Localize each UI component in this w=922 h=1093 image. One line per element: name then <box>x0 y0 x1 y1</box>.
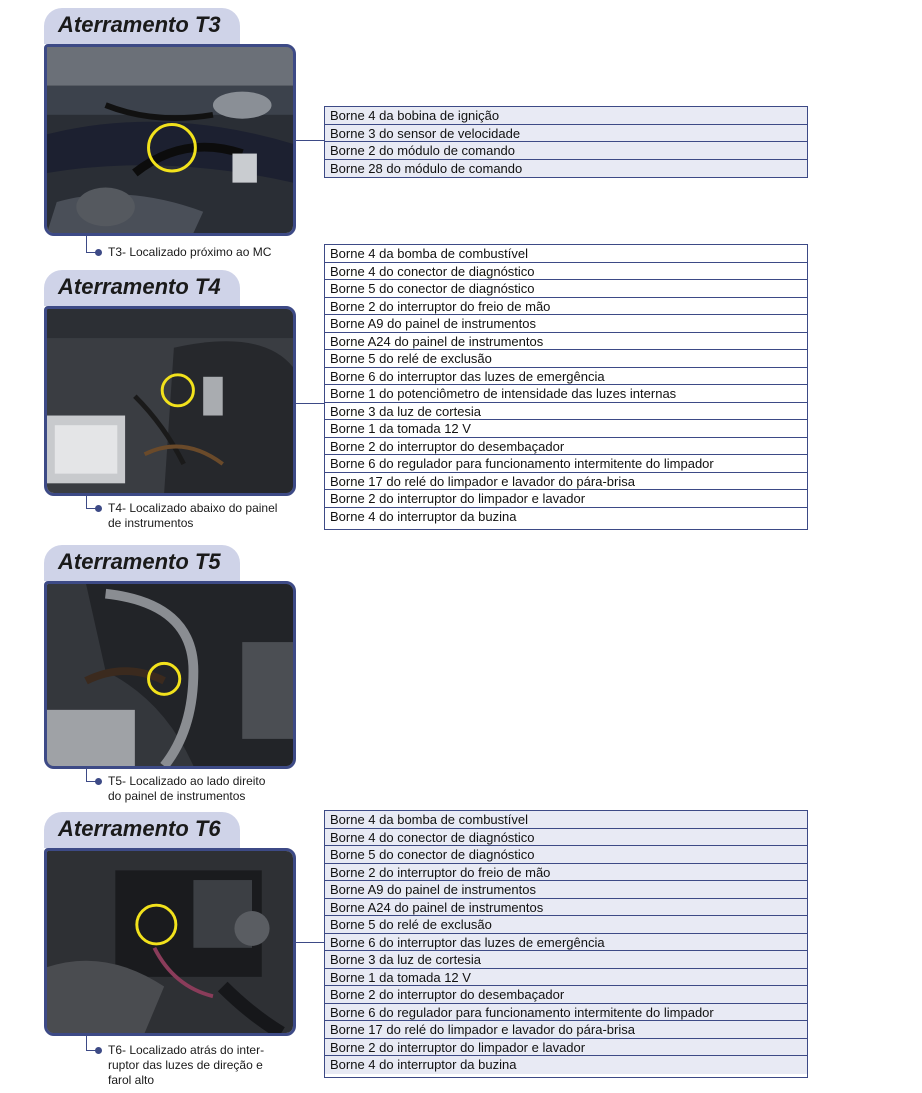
table-row: Borne 2 do interruptor do limpador e lavador <box>325 490 807 508</box>
table-row: Borne 5 do relé de exclusão <box>325 916 807 934</box>
photo-t3 <box>44 44 296 236</box>
caption-bullet-t5 <box>95 778 102 785</box>
connector-line-t4 <box>296 403 324 404</box>
caption-t4 <box>108 501 277 531</box>
table-row: Borne 17 do relé do limpador e lavador do pára-brisa <box>325 1021 807 1039</box>
table-row: Borne 4 do interruptor da buzina <box>325 1056 807 1074</box>
caption-t4-line1: T4- Localizado abaixo do painel <box>108 501 278 515</box>
table-t6 <box>324 810 808 1078</box>
table-t4 <box>324 244 808 530</box>
table-row: Borne A24 do painel de instrumentos <box>325 333 807 351</box>
table-row: Borne 4 da bomba de combustível <box>325 245 807 263</box>
table-row: Borne 5 do relé de exclusão <box>325 350 807 368</box>
caption-t5-line1: T5- Localizado ao lado direito <box>108 774 266 788</box>
table-row: Borne 4 do conector de diagnóstico <box>325 829 807 847</box>
caption-bullet-t3 <box>95 249 102 256</box>
caption-leader-t6 <box>86 1036 87 1050</box>
table-row: Borne 1 da tomada 12 V <box>325 969 807 987</box>
connector-line-t6 <box>296 942 324 943</box>
table-t3 <box>324 106 808 178</box>
table-row: Borne 3 da luz de cortesia <box>325 951 807 969</box>
table-row: Borne 4 do conector de diagnóstico <box>325 263 807 281</box>
table-row: Borne 2 do interruptor do freio de mão <box>325 864 807 882</box>
connector-line-t3 <box>296 140 324 141</box>
section-title-t6: Aterramento T6 <box>58 816 221 841</box>
table-row: Borne 1 da tomada 12 V <box>325 420 807 438</box>
section-title-t3: Aterramento T3 <box>58 12 221 37</box>
table-row: Borne 6 do interruptor das luzes de emergência <box>325 368 807 386</box>
photo-t4 <box>44 306 296 496</box>
caption-t3: T3- Localizado próximo ao MC <box>108 245 272 259</box>
table-row: Borne 2 do interruptor do desembaçador <box>325 438 807 456</box>
table-row: Borne 2 do interruptor do desembaçador <box>325 986 807 1004</box>
table-row: Borne 4 da bobina de ignição <box>325 107 807 125</box>
caption-t5-line2: do painel de instrumentos <box>108 789 246 803</box>
dashboard-side-photo-icon <box>47 584 293 766</box>
caption-leader-t3 <box>86 236 87 252</box>
table-row: Borne A9 do painel de instrumentos <box>325 881 807 899</box>
table-row: Borne 4 do interruptor da buzina <box>330 508 517 524</box>
table-row: Borne A24 do painel de instrumentos <box>325 899 807 917</box>
caption-t6-line3: farol alto <box>108 1073 155 1087</box>
table-row: Borne 5 do conector de diagnóstico <box>325 280 807 298</box>
table-row: Borne 2 do interruptor do freio de mão <box>325 298 807 316</box>
table-row: Borne 2 do módulo de comando <box>325 142 807 160</box>
caption-t4-line2: de instrumentos <box>108 516 194 530</box>
caption-bullet-t4 <box>95 505 102 512</box>
photo-t6 <box>44 848 296 1036</box>
photo-t5 <box>44 581 296 769</box>
table-row: Borne 28 do módulo de comando <box>325 160 807 178</box>
section-title-t4: Aterramento T4 <box>58 274 221 299</box>
caption-t6-line1: T6- Localizado atrás do inter- <box>108 1043 265 1057</box>
table-row: Borne 3 do sensor de velocidade <box>325 125 807 143</box>
table-row: Borne 6 do regulador para funcionamento intermitente do limpador <box>325 455 807 473</box>
table-row: Borne 1 do potenciômetro de intensidade das luzes internas <box>325 385 807 403</box>
section-title-t5: Aterramento T5 <box>58 549 221 574</box>
caption-t5 <box>108 774 265 804</box>
under-dash-photo-icon <box>47 309 293 493</box>
caption-bullet-t6 <box>95 1047 102 1054</box>
table-row: Borne 4 da bomba de combustível <box>325 811 807 829</box>
table-row: Borne 6 do regulador para funcionamento intermitente do limpador <box>325 1004 807 1022</box>
caption-leader-t4 <box>86 496 87 508</box>
table-row: Borne 2 do interruptor do limpador e lavador <box>325 1039 807 1057</box>
table-row: Borne 5 do conector de diagnóstico <box>325 846 807 864</box>
caption-t6 <box>108 1043 264 1088</box>
table-row: Borne 3 da luz de cortesia <box>325 403 807 421</box>
caption-t6-line2: ruptor das luzes de direção e <box>108 1058 263 1072</box>
table-row: Borne 6 do interruptor das luzes de emergência <box>325 934 807 952</box>
steering-column-photo-icon <box>47 851 293 1033</box>
engine-bay-photo-icon <box>47 47 293 233</box>
caption-leader-t5 <box>86 769 87 781</box>
table-row: Borne 17 do relé do limpador e lavador do pára-brisa <box>325 473 807 491</box>
table-row: Borne A9 do painel de instrumentos <box>325 315 807 333</box>
